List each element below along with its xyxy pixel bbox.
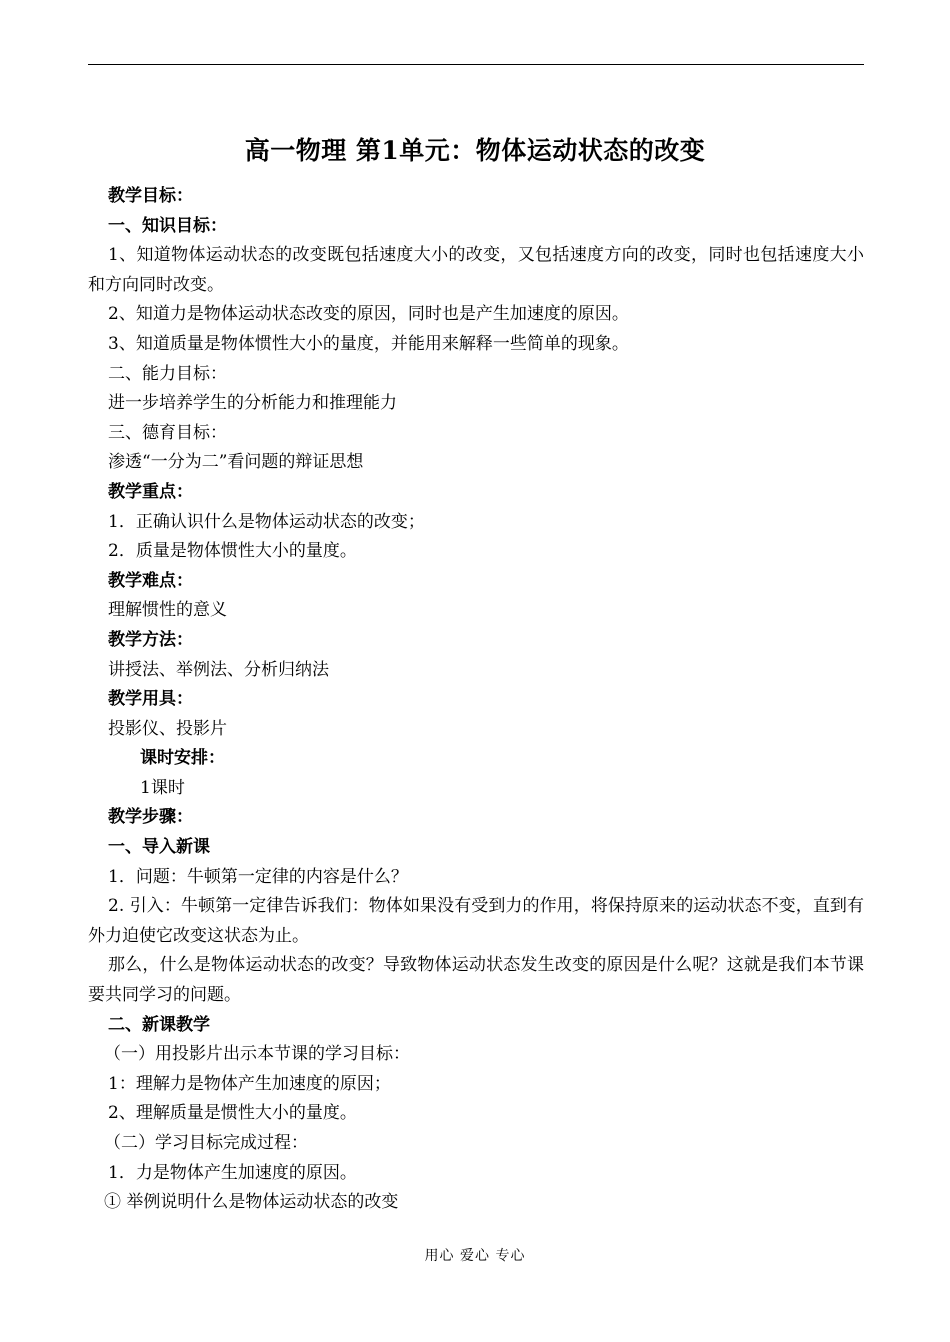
body-paragraph: 三、德育目标： (108, 422, 227, 443)
section-heading: 一、知识目标： (108, 215, 227, 236)
section-heading: 教学重点： (108, 481, 193, 502)
page-footer: 用心 爱心 专心 (424, 1248, 526, 1264)
section-heading: 教学难点： (108, 570, 193, 591)
body-paragraph: 理解惯性的意义 (108, 600, 227, 621)
document-body (88, 182, 864, 1218)
body-paragraph: 2、理解质量是惯性大小的量度。 (108, 1103, 357, 1124)
body-paragraph: 1．力是物体产生加速度的原因。 (108, 1162, 357, 1183)
body-paragraph: 2. 引入：牛顿第一定律告诉我们：物体如果没有受到力的作用，将保持原来的运动状态不变，直到有外力迫使它改变这状态为止。 (88, 896, 864, 946)
body-paragraph: 进一步培养学生的分析能力和推理能力 (108, 393, 397, 414)
section-heading: 教学方法： (108, 629, 193, 650)
body-paragraph: 渗透“一分为二”看问题的辩证思想 (108, 452, 364, 473)
section-heading: 二、新课教学 (108, 1014, 210, 1035)
body-paragraph: 1课时 (140, 777, 185, 798)
header-rule (88, 64, 864, 65)
section-heading: 教学目标： (108, 186, 193, 206)
body-paragraph: 讲授法、举例法、分析归纳法 (108, 659, 329, 680)
body-paragraph: 1：理解力是物体产生加速度的原因； (108, 1073, 391, 1094)
section-heading: 一、导入新课 (108, 837, 210, 858)
body-paragraph: 2．质量是物体惯性大小的量度。 (108, 541, 357, 562)
body-paragraph: （一）用投影片出示本节课的学习目标： (104, 1044, 410, 1065)
body-paragraph: ① 举例说明什么是物体运动状态的改变 (104, 1192, 399, 1213)
body-paragraph: 3、知道质量是物体惯性大小的量度，并能用来解释一些简单的现象。 (108, 333, 629, 354)
body-paragraph: 2、知道力是物体运动状态改变的原因，同时也是产生加速度的原因。 (108, 304, 629, 325)
section-heading: 教学步骤： (108, 807, 193, 828)
body-paragraph: 那么，什么是物体运动状态的改变？导致物体运动状态发生改变的原因是什么呢？这就是我们本节课要共同学习的问题。 (88, 955, 864, 1006)
section-heading: 教学用具： (108, 689, 193, 710)
body-paragraph: 1、知道物体运动状态的改变既包括速度大小的改变，又包括速度方向的改变，同时也包括速度大小和方向同时改变。 (88, 245, 864, 295)
body-paragraph: 二、能力目标： (108, 363, 227, 384)
document-title: 高一物理 第1单元：物体运动状态的改变 (244, 136, 706, 165)
body-paragraph: 投影仪、投影片 (108, 718, 227, 739)
body-paragraph: 1．问题：牛顿第一定律的内容是什么？ (108, 866, 408, 887)
body-paragraph: （二）学习目标完成过程： (104, 1133, 308, 1153)
body-paragraph: 1．正确认识什么是物体运动状态的改变； (108, 511, 425, 532)
section-heading: 课时安排： (140, 748, 225, 769)
